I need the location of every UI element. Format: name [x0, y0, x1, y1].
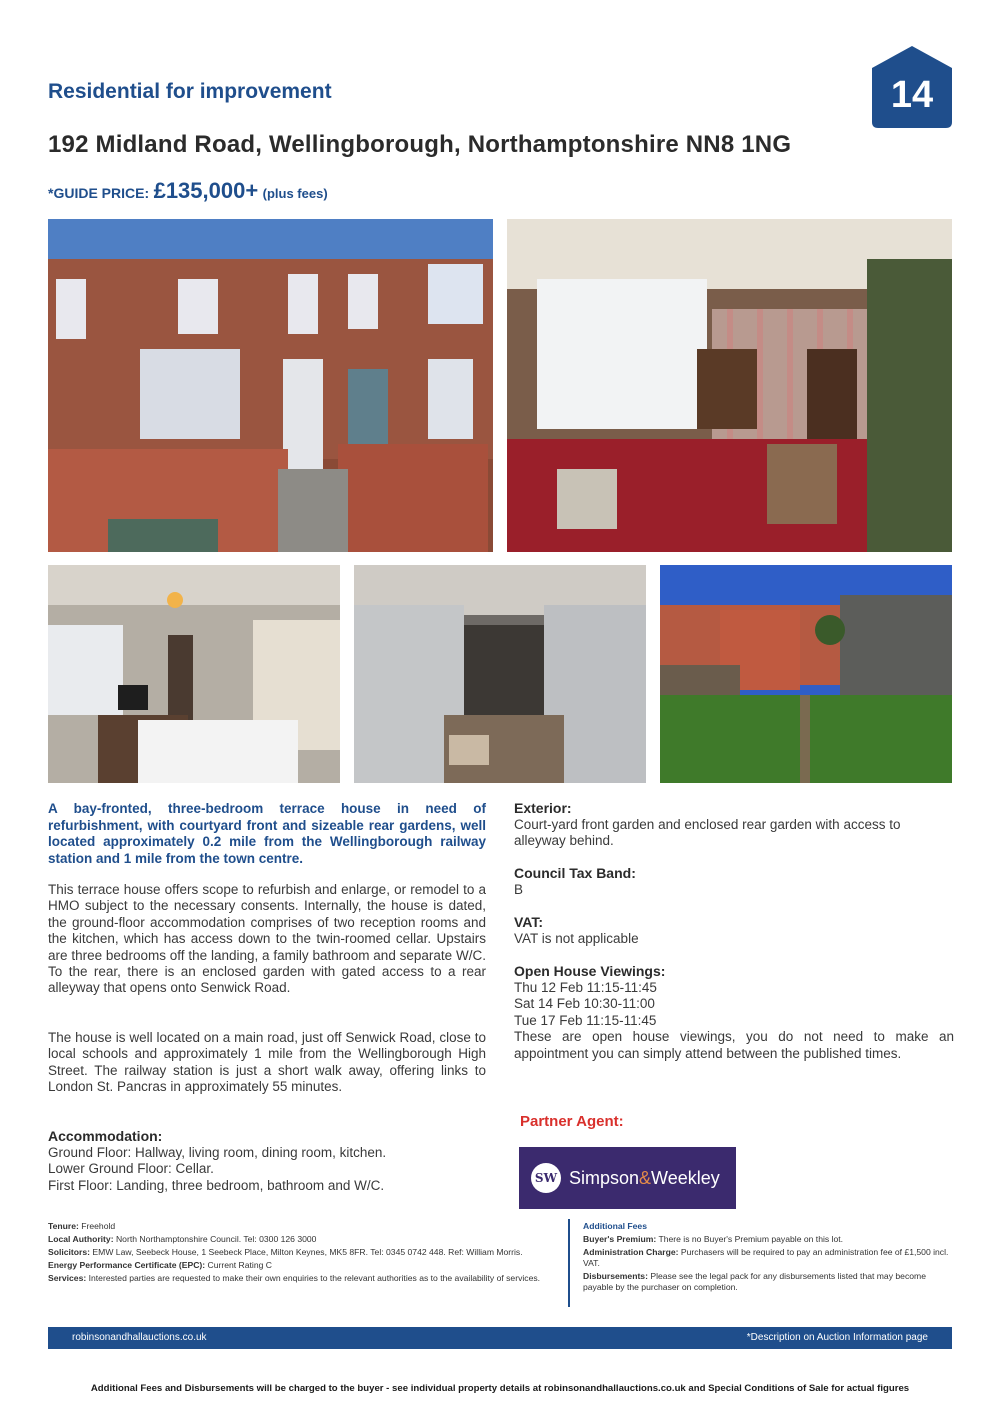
partner-agent-label: Partner Agent: — [520, 1113, 624, 1130]
vat-section — [514, 914, 954, 947]
solicitors-value: EMW Law, Seebeck House, 1 Seebeck Place, Milton Keynes, MK5 8FR. Tel: 0345 0742 448. Ref: William Morris. — [92, 1247, 523, 1257]
solicitors-key: Solicitors: — [48, 1247, 91, 1257]
guide-price-label: *GUIDE PRICE: — [48, 185, 150, 201]
partner-logo-name-2: Weekley — [651, 1167, 720, 1188]
lot-number: 14 — [890, 74, 934, 116]
viewing-slot: Tue 17 Feb 11:15-11:45 — [514, 1012, 657, 1028]
partner-logo-name — [569, 1168, 720, 1189]
partner-logo-amp: & — [639, 1167, 652, 1188]
viewings-note: These are open house viewings, you do not need to make an appointment you can simply attend between the published times. — [514, 1029, 954, 1061]
tenure-value: Freehold — [81, 1221, 116, 1231]
services-key: Services: — [48, 1273, 87, 1283]
legal-details — [48, 1221, 556, 1286]
fees-title: Additional Fees — [583, 1221, 647, 1231]
property-address: 192 Midland Road, Wellingborough, Northamptonshire NN8 1NG — [48, 131, 792, 158]
tenure-key: Tenure: — [48, 1221, 79, 1231]
lot-badge — [872, 46, 952, 128]
photo-living-room — [507, 219, 952, 552]
disbursements-value: Please see the legal pack for any disbursements listed that may become payable by the purchaser on completion. — [583, 1271, 926, 1292]
description-paragraph-1: This terrace house offers scope to refurbish and enlarge, or remodel to a HMO subject to the necessary consents. Internally, the house is dated, the ground-floor accommodation comprises of two reception rooms and the kitchen, which has access down to the twin-roomed cellar. Upstairs are three bedrooms off the landing, a family bathroom and separate W/C. To the rear, there is an enclosed garden with gated access to a rear alleyway that opens onto Senwick Road. — [48, 882, 486, 996]
guide-price — [48, 178, 328, 204]
accommodation-heading: Accommodation: — [48, 1128, 163, 1144]
accommodation-line: Ground Floor: Hallway, living room, dining room, kitchen. — [48, 1145, 387, 1160]
epc-value: Current Rating C — [207, 1260, 272, 1270]
services-value: Interested parties are requested to make their own enquiries to the relevant authorities as to the availability of services. — [88, 1273, 541, 1283]
disbursements-row — [583, 1271, 953, 1293]
footer-site-link[interactable]: robinsonandhallauctions.co.uk — [72, 1332, 207, 1343]
tenure-row — [48, 1221, 556, 1232]
viewings-heading: Open House Viewings: — [514, 963, 666, 979]
partner-logo-mark: SW — [531, 1163, 561, 1193]
council-tax-heading: Council Tax Band: — [514, 865, 636, 881]
photo-front-exterior — [48, 219, 493, 552]
exterior-text: Court-yard front garden and enclosed rear garden with access to alleyway behind. — [514, 817, 901, 849]
fees-divider — [568, 1219, 570, 1307]
disbursements-key: Disbursements: — [583, 1271, 648, 1281]
partner-agent-logo — [519, 1147, 736, 1209]
premium-row — [583, 1234, 953, 1245]
accommodation-line: First Floor: Landing, three bedroom, bathroom and W/C. — [48, 1177, 385, 1193]
photo-cellar — [354, 565, 646, 783]
additional-fees — [583, 1221, 953, 1295]
bottom-disclaimer: Additional Fees and Disbursements will be charged to the buyer - see individual property details at robinsonandhallauctions.co.uk and Special Conditions of Sale for actual figures — [90, 1383, 910, 1394]
property-category: Residential for improvement — [48, 80, 332, 103]
premium-value: There is no Buyer's Premium payable on this lot. — [658, 1234, 844, 1244]
admin-value: Purchasers will be required to pay an administration fee of £1,500 incl. VAT. — [583, 1247, 949, 1268]
council-tax-section — [514, 865, 954, 898]
vat-heading: VAT: — [514, 914, 544, 930]
authority-value: North Northamptonshire Council. Tel: 0300 126 3000 — [115, 1234, 317, 1244]
accommodation-section — [48, 1128, 488, 1194]
epc-key: Energy Performance Certificate (EPC): — [48, 1260, 206, 1270]
photo-rear-garden — [660, 565, 952, 783]
guide-price-value: £135,000+ — [153, 178, 259, 203]
vat-text: VAT is not applicable — [514, 931, 639, 946]
footer-description-note: *Description on Auction Information page — [746, 1332, 928, 1343]
accommodation-line: Lower Ground Floor: Cellar. — [48, 1161, 214, 1177]
solicitors-row — [48, 1247, 556, 1258]
premium-key: Buyer's Premium: — [583, 1234, 657, 1244]
viewing-slot: Sat 14 Feb 10:30-11:00 — [514, 996, 655, 1012]
viewing-slot: Thu 12 Feb 11:15-11:45 — [514, 980, 657, 995]
footer-bar — [48, 1327, 952, 1349]
epc-row — [48, 1260, 556, 1271]
description-paragraph-2: The house is well located on a main road, just off Senwick Road, close to local schools and approximately 1 mile from the Wellingborough High Street. The railway station is just a short walk away, offering links to London St. Pancras in approximately 55 minutes. — [48, 1030, 486, 1095]
partner-logo-name-1: Simpson — [569, 1167, 640, 1188]
guide-price-fees: (plus fees) — [262, 186, 328, 201]
admin-row — [583, 1247, 953, 1269]
authority-row — [48, 1234, 556, 1245]
exterior-heading: Exterior: — [514, 800, 572, 816]
authority-key: Local Authority: — [48, 1234, 114, 1244]
photo-bedroom — [48, 565, 340, 783]
viewings-section — [514, 963, 954, 1062]
description-intro: A bay-fronted, three-bedroom terrace house in need of refurbishment, with courtyard front and sizeable rear gardens, well located approximately 0.2 mile from the Wellingborough railway station and 1 mile from the town centre. — [48, 801, 486, 866]
exterior-section — [514, 800, 954, 850]
council-tax-band: B — [514, 882, 524, 897]
admin-key: Administration Charge: — [583, 1247, 679, 1257]
services-row — [48, 1273, 556, 1284]
